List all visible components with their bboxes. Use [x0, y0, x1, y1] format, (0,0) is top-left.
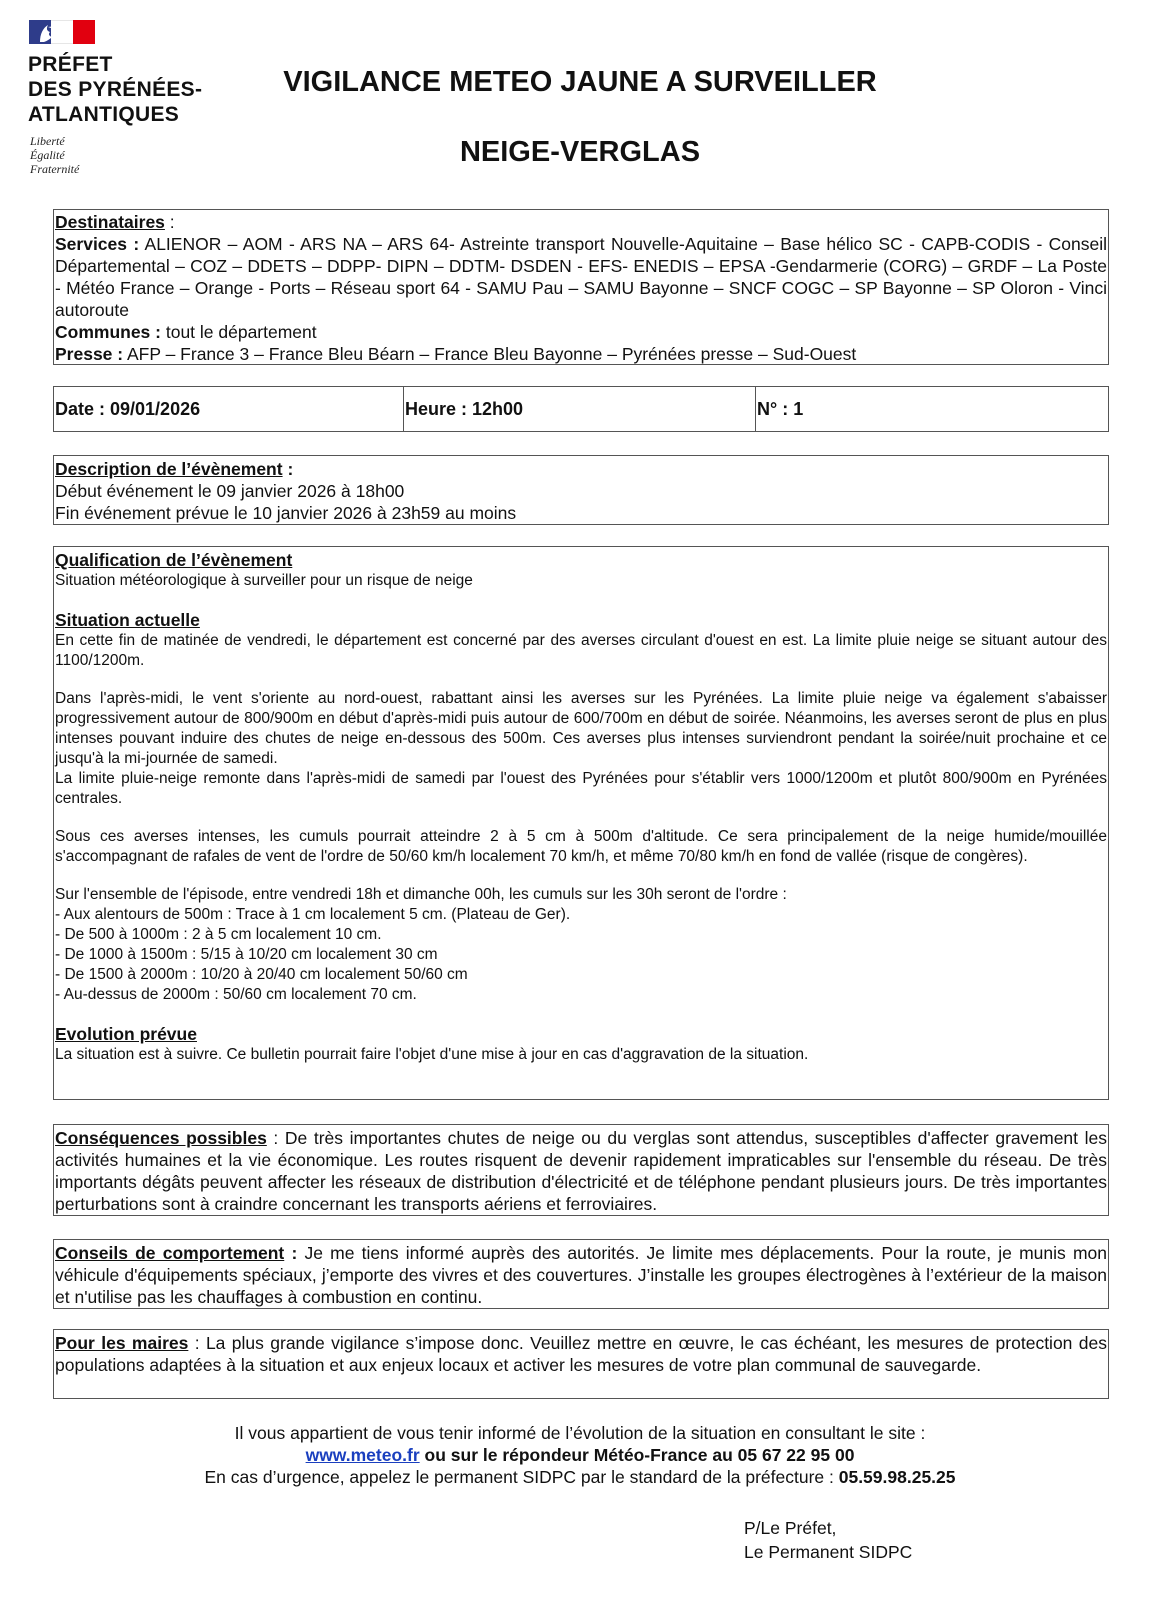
description-heading-suffix: : — [282, 459, 294, 479]
republic-motto — [30, 134, 79, 176]
footer-line-2 — [130, 1444, 1030, 1466]
services-label: Services : — [55, 234, 140, 254]
description-box — [53, 455, 1109, 525]
motto-liberte: Liberté — [30, 134, 65, 148]
signature-block — [744, 1516, 912, 1564]
consequences-heading: Conséquences possibles — [55, 1128, 267, 1148]
services-text: ALIENOR – AOM - ARS NA – ARS 64- Astreinte transport Nouvelle-Aquitaine – Base hélico SC - CAPB-CODIS - Conseil Départemental – COZ – DDETS – DDPP- DIPN – DDTM- DSDEN - EFS- ENEDIS – EPSA -Gendarmerie (CORG) – GRDF – La Poste - Météo France – Orange - Ports – Réseau sport 64 - SAMU Pau – SAMU Bayonne – SNCF COGC – SP Bayonne – SP Oloron - Vinci autoroute — [55, 234, 1108, 320]
consequences-box — [53, 1124, 1109, 1216]
bulletin-time: Heure : 12h00 — [404, 387, 756, 431]
prefecture-line-2: DES PYRÉNÉES- — [28, 78, 203, 101]
marianne-profile-icon — [34, 20, 62, 44]
situation-paragraph-2: Dans l'après-midi, le vent s'oriente au nord-ouest, rabattant ainsi les averses sur les Pyrénées. La limite pluie neige va également s'abaisser progressivement autour de 800/900m en début d'après-midi puis autour de 600/700m en début de soirée. Néanmoins, les averses seront de plus en plus intenses pouvant induire des chutes de neige en-dessous des 500m. Ces averses plus intenses surviendront pendant la soirée/nuit prochaine et ce jusqu'à la mi-journée de samedi. — [55, 690, 1107, 767]
advice-box — [53, 1239, 1109, 1309]
document-subtitle: NEIGE-VERGLAS — [459, 136, 701, 168]
signature-line-2: Le Permanent SIDPC — [744, 1542, 913, 1562]
spacer — [55, 671, 1107, 689]
cumul-item: - Au-dessus de 2000m : 50/60 cm localement 70 cm. — [55, 986, 417, 1003]
recipients-heading: Destinataires — [55, 212, 165, 232]
prefecture-line-1: PRÉFET — [28, 53, 113, 76]
bulletin-number: N° : 1 — [757, 399, 804, 419]
cumul-item: - De 1500 à 2000m : 10/20 à 20/40 cm localement 50/60 cm — [55, 966, 468, 983]
evolution-text: La situation est à suivre. Ce bulletin pourrait faire l'objet d'une mise à jour en cas d'aggravation de la situation. — [55, 1046, 809, 1063]
event-start: Début événement le 09 janvier 2026 à 18h00 — [55, 481, 405, 501]
prefecture-line-3: ATLANTIQUES — [28, 103, 180, 126]
evolution-heading: Evolution prévue — [55, 1024, 197, 1044]
signature-line-1: P/Le Préfet, — [744, 1518, 837, 1538]
emergency-phone: 05.59.98.25.25 — [838, 1467, 956, 1487]
spacer — [55, 867, 1107, 885]
qualification-text: Situation météorologique à surveiller pour un risque de neige — [55, 572, 473, 589]
document-title: VIGILANCE METEO JAUNE A SURVEILLER — [283, 66, 877, 98]
spacer — [55, 591, 1107, 609]
consequences-text: : De très importantes chutes de neige ou du verglas sont attendus, susceptibles d'affecter gravement les activités humaines et la vie économique. Les routes risquent de devenir rapidement impraticables sur l'ensemble du réseau. De très importants dégâts peuvent affecter les réseaux de distribution d'électricité et de téléphone pendant plusieurs jours. De très importantes perturbations sont à craindre concernant les transports aériens et ferroviaires. — [55, 1128, 1107, 1214]
footer-line-3 — [130, 1466, 1030, 1488]
presse-label: Presse : — [55, 344, 124, 364]
cumul-item: - De 1000 à 1500m : 5/15 à 10/20 cm localement 30 cm — [55, 946, 438, 963]
bulletin-date: Date : 09/01/2026 — [54, 387, 404, 431]
event-end: Fin événement prévue le 10 janvier 2026 à 23h59 au moins — [55, 503, 517, 523]
description-heading: Description de l’évènement — [55, 459, 283, 479]
communes-text: tout le département — [160, 322, 317, 342]
consequences-paragraph — [55, 1127, 1107, 1215]
mayors-paragraph — [55, 1332, 1107, 1376]
advice-heading-suffix: : — [284, 1243, 298, 1263]
communes-line — [55, 321, 1107, 343]
meteo-france-link[interactable]: www.meteo.fr — [305, 1445, 420, 1465]
communes-label: Communes : — [55, 322, 161, 342]
footer-info — [130, 1422, 1030, 1488]
mayors-box — [53, 1329, 1109, 1399]
qualification-box — [53, 546, 1109, 1100]
advice-paragraph — [55, 1242, 1107, 1308]
motto-egalite: Égalité — [30, 148, 65, 162]
hotline-text: ou sur le répondeur Météo-France au 05 67 22 95 00 — [419, 1445, 855, 1465]
situation-paragraph-4: Sous ces averses intenses, les cumuls pourrait atteindre 2 à 5 cm à 500m d'altitude. Ce sera principalement de la neige humide/mouillée s'accompagnant de rafales de vent de l'ordre de 50/60 km/h localement 70 km/h, et même 70/80 km/h en fond de vallée (risque de congères). — [55, 828, 1107, 865]
situation-paragraph-1: En cette fin de matinée de vendredi, le département est concerné par des averses circulant d'ouest en est. La limite pluie neige se situant autour des 1100/1200m. — [55, 632, 1107, 669]
mayors-text: : La plus grande vigilance s’impose donc. Veuillez mettre en œuvre, le cas échéant, les mesures de protection des populations adaptées à la situation et aux enjeux locaux et activer les mesures de votre plan communal de sauvegarde. — [55, 1333, 1107, 1375]
situation-paragraph-3: La limite pluie-neige remonte dans l'après-midi de samedi par l'ouest des Pyrénées pour s'établir vers 1000/1200m et plutôt 800/900m en Pyrénées centrales. — [55, 770, 1107, 807]
presse-text: AFP – France 3 – France Bleu Béarn – France Bleu Bayonne – Pyrénées presse – Sud-Ouest — [123, 344, 857, 364]
services-line — [55, 233, 1107, 321]
recipients-box — [53, 209, 1109, 365]
motto-fraternite: Fraternité — [30, 162, 80, 176]
footer-line-1: Il vous appartient de vous tenir informé de l’évolution de la situation en consultant le site : — [234, 1423, 926, 1443]
spacer — [55, 809, 1107, 827]
advice-text: Je me tiens informé auprès des autorités. Je limite mes déplacements. Pour la route, je munis mon véhicule d'équipements spéciaux, j’emporte des vivres et des couvertures. J’installe les groupes électrogènes à l’extérieur de la maison et n'utilise pas les chauffages à combustion en continu. — [55, 1243, 1107, 1307]
advice-heading: Conseils de comportement — [55, 1243, 285, 1263]
emergency-text: En cas d’urgence, appelez le permanent SIDPC par le standard de la préfecture : — [204, 1467, 839, 1487]
presse-line — [55, 343, 1107, 365]
prefecture-name — [28, 52, 228, 127]
cumul-item: - De 500 à 1000m : 2 à 5 cm localement 10 cm. — [55, 926, 382, 943]
situation-paragraph-5: Sur l'ensemble de l'épisode, entre vendredi 18h et dimanche 00h, les cumuls sur les 30h seront de l'ordre : — [55, 886, 787, 903]
situation-heading: Situation actuelle — [55, 610, 200, 630]
spacer — [55, 1005, 1107, 1023]
description-heading-line — [55, 458, 1107, 480]
mayors-heading: Pour les maires — [55, 1333, 189, 1353]
qualification-heading: Qualification de l’évènement — [55, 550, 293, 570]
recipients-heading-line — [55, 211, 1107, 233]
bulletin-info-row — [53, 386, 1109, 432]
recipients-heading-suffix: : — [164, 212, 175, 232]
cumul-item: - Aux alentours de 500m : Trace à 1 cm localement 5 cm. (Plateau de Ger). — [55, 906, 571, 923]
flag-red-band — [73, 20, 95, 44]
